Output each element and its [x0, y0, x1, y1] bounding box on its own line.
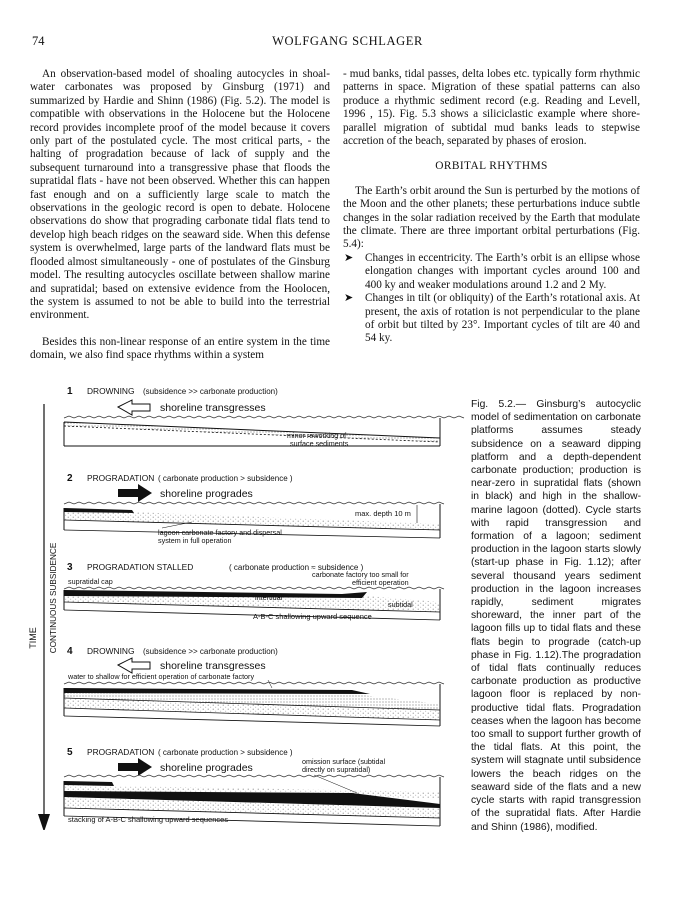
panel-arrow-label: shoreline transgresses [160, 660, 266, 672]
body-paragraph: An observation-based model of shoaling autocycles in shoal-water carbonates was proposed by Ginsburg (1971) and summarized by Hardie and Shinn (1986) (Fig. 5.2). The model is compatible with observations in the Holocene but the Holocene record provides incomplete proof of the model because it covers only part of the postulated cycle. The most critical parts, - the halting of progradation because of lack of supply and the subsequent turnaround into a transgressive phase that floods the supratidal flats - have not been observed. Whether this can happen fast enough and on a sufficiently large scale to match the observations in the geologic record is open to debate. Holocene observations do show that prograding carbonate tidal flats tend to develop high beach ridges on the seaward side. When this defense system is overwhelmed, large parts of the landward flats must be flooded almost simultaneously - one of postulates of the Ginsburg model. The resulting autocycles oscillate between shallow marine and supratidal; based on extensive evidence from the Hoolocen, the system is assumed to not be able to build into the terrestrial environment. [30, 68, 330, 322]
arrow-bullet-icon: ➤ [344, 292, 354, 305]
stacking-label: stacking of A-B-C shallowing upward sequences [68, 815, 229, 824]
panel-1-drowning [64, 386, 464, 448]
panel-note: lagoon carbonate factory and dispersal [158, 528, 282, 537]
panel-number: 3 [67, 562, 73, 573]
supratidal-label: supratidal cap [68, 577, 113, 586]
panel-condition: ( carbonate production ≈ subsidence ) [229, 563, 364, 572]
axis-label-time: TIME [28, 627, 38, 649]
panel-phase: PROGRADATION [87, 747, 155, 757]
sequence-label: A-B-C shallowing upward sequence [253, 612, 372, 621]
body-paragraph: The Earth’s orbit around the Sun is perturbed by the motions of the Moon and the other planets; these perturbations induce subtle changes in the solar radiation received by the Earth that modulate the climate. There are three important orbital perturbations (Fig. 5.4): [343, 184, 640, 251]
left-column [30, 68, 330, 363]
panel-phase: DROWNING [87, 646, 135, 656]
max-depth-label: max. depth 10 m [355, 509, 411, 518]
panel-note: carbonate factory too small for [312, 570, 409, 579]
panel-arrow-label: shoreline progrades [160, 762, 253, 774]
time-axis [28, 404, 58, 830]
panel-condition: (subsidence >> carbonate production) [143, 387, 278, 396]
omission-label: directly on supratidal) [302, 765, 371, 774]
running-title: WOLFGANG SCHLAGER [272, 34, 423, 48]
panel-note: surface sediments [290, 439, 349, 448]
axis-label-subsidence: CONTINUOUS SUBSIDENCE [49, 542, 58, 654]
bullet-list [343, 252, 640, 346]
figure-caption: Fig. 5.2.— Ginsburg’s autocyclic model of sedimentation on carbonate platforms assumes steady subsidence on a seaward dipping platform and a depth-dependent carbonate production; production is near-zero in supratidal flats (shown in black) and high in the shallow-marine lagoon (dotted). Cycle starts with rapid transgression and formation of a lagoon; sediment production in the lagoon starts slowly (start-up phase in Fig. 1.12); after several thousand years sediment production in the lagoon increases rapidly, sediment migrates shoreward, the inner part of the lagoon fills up to tidal flats and these flats begin to prograde (catch-up phase in Fig. 1.12).The progradation of tidal flats continually reduces carbonate production as productive lagoon floor is replaced by non-productive tidal flats. Progradation ceases when the lagoon has become too small to support further growth of the tidal flats. At this point, the system will stagnate until subsidence lowers the beach ridges on the seaward side of the flats and a new cycle starts with rapid transgression of the supratidal flats. After Hardie and Shinn (1986), modified. [471, 399, 642, 833]
arrow-bullet-icon: ➤ [344, 251, 354, 264]
panel-phase: PROGRADATION [87, 473, 155, 483]
bullet-item [343, 292, 640, 346]
panel-5-progradation [64, 747, 444, 826]
panel-number: 2 [67, 473, 73, 484]
panel-note: water to shallow for efficient operation of carbonate factory [68, 672, 255, 681]
right-arrow-icon [118, 484, 152, 502]
omission-label: omission surface (subtidal [302, 757, 386, 766]
panel-4-drowning [64, 646, 444, 726]
panel-number: 1 [67, 386, 73, 397]
panel-condition: ( carbonate production > subsidence ) [158, 474, 293, 483]
body-paragraph: Besides this non-linear response of an entire system in the time domain, we also find space rhythms within a system [30, 335, 330, 362]
subtidal-label: subtidal [388, 600, 413, 609]
panel-note: efficient operation [352, 578, 409, 587]
bullet-text: Changes in tilt (or obliquity) of the Earth’s rotational axis. At present, the axis of rotation is not perpendicular to the plane of orbit but tilted by 23°. Important cycles of tilt are 40 and 54 ky. [365, 292, 640, 345]
left-arrow-icon [118, 658, 150, 673]
panel-number: 4 [67, 646, 73, 657]
panel-note: minor reworking of [287, 431, 347, 440]
bullet-item [343, 252, 640, 292]
panel-arrow-label: shoreline progrades [160, 488, 253, 500]
intertidal-label: intertidal [255, 593, 283, 602]
panel-phase: PROGRADATION STALLED [87, 562, 194, 572]
left-arrow-icon [118, 400, 150, 415]
panel-number: 5 [67, 747, 73, 758]
panel-phase: DROWNING [87, 386, 135, 396]
bullet-text: Changes in eccentricity. The Earth’s orbit is an ellipse whose elongation changes with important cycles around 100 and 400 ky and weaker modulations around 1.2 and 2 My. [365, 251, 640, 291]
page-number: 74 [32, 34, 45, 48]
panel-note: system in full operation [158, 536, 232, 545]
right-arrow-icon [118, 758, 152, 776]
body-paragraph: - mud banks, tidal passes, delta lobes etc. typically form rhythmic patterns in space. Migration of these spatial patterns can also produce a rhythmic sediment record (e.g. Reading and Levell, 1996 , 15). Fig. 5.3 shows a siliciclastic example where shore-parallel migration of subtidal mud banks leads to stepwise accretion of the beach, separated by phases of erosion. [343, 68, 640, 148]
panel-condition: ( carbonate production > subsidence ) [158, 748, 293, 757]
panel-3-progradation-stalled [64, 562, 444, 621]
figure-5-2 [22, 380, 465, 830]
section-heading: ORBITAL RHYTHMS [435, 160, 548, 173]
page-header [30, 34, 665, 50]
panel-2-progradation [64, 473, 444, 545]
right-column [343, 68, 640, 346]
panel-condition: (subsidence >> carbonate production) [143, 647, 278, 656]
panel-arrow-label: shoreline transgresses [160, 402, 266, 414]
